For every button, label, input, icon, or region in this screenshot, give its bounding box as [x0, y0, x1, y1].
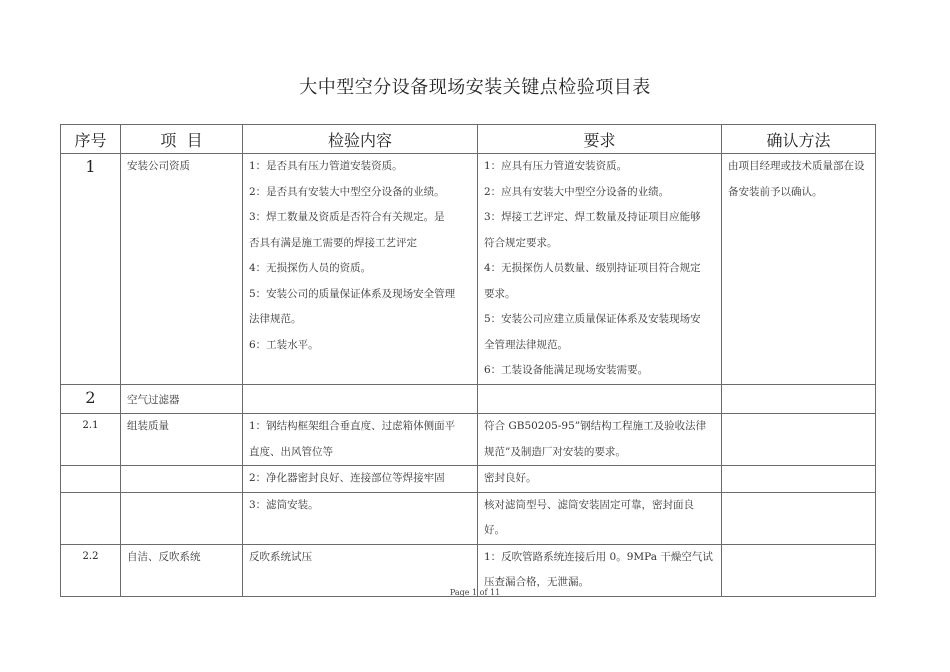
document-title: 大中型空分设备现场安装关键点检验项目表	[299, 77, 651, 98]
row-content: 2：净化器密封良好、连接部位等焊接牢固	[243, 466, 478, 493]
row-item: 安装公司资质	[121, 154, 243, 385]
row-number: 2.2	[61, 544, 121, 596]
row-method: 由项目经理或技术质量部在设 备安装前予以确认。	[722, 154, 876, 385]
table-row	[61, 154, 876, 385]
row-requirement: 1：应具有压力管道安装资质。 2：应具有安装大中型空分设备的业绩。 3：焊接工艺评定、焊工数量及持证项目应能够 符合规定要求。 4：无损探伤人员数量、级别持证项目符合规定 要求。 5：安装公司应建立质量保证体系及安装现场安 全管理法律规范。 6：工装设备能满足现场安装需要。	[478, 154, 722, 385]
table-row	[61, 384, 876, 414]
row-requirement: 密封良好。	[478, 466, 722, 493]
row-requirement: 符合 GB50205-95”钢结构工程施工及验收法律 规范”及制造厂对安装的要求。	[478, 414, 722, 466]
header-method: 确认方法	[722, 125, 876, 154]
header-requirement: 要求	[478, 125, 722, 154]
header-content: 检验内容	[243, 125, 478, 154]
table-row	[61, 492, 876, 544]
table-row	[61, 466, 876, 493]
row-content: 1：钢结构框架组合垂直度、过虑箱体侧面平 直度、出风管位等	[243, 414, 478, 466]
table-header-row	[61, 125, 876, 154]
row-item: 组装质量	[121, 414, 243, 466]
row-number: 2.1	[61, 414, 121, 466]
row-item: 自洁、反吹系统	[121, 544, 243, 596]
row-content: 3：滤筒安装。	[243, 492, 478, 544]
row-requirement: 1：反吹管路系统连接后用 0。9MPa 干燥空气试 压查漏合格，无泄漏。	[478, 544, 722, 596]
header-item: 项 目	[121, 125, 243, 154]
row-number: 1	[61, 154, 121, 385]
table-row	[61, 414, 876, 466]
page-footer: Page 1 of 11	[449, 588, 501, 597]
row-content: 反吹系统试压	[243, 544, 478, 596]
inspection-table	[60, 124, 876, 597]
row-requirement: 核对滤筒型号、滤筒安装固定可靠，密封面良 好。	[478, 492, 722, 544]
row-item: 空气过滤器	[121, 384, 243, 414]
header-no: 序号	[61, 125, 121, 154]
row-content: 1：是否具有压力管道安装资质。 2：是否具有安装大中型空分设备的业绩。 3：焊工数量及资质是否符合有关规定。是 否具有满是施工需要的焊接工艺评定 4：无损探伤人员的资质。 5：安装公司的质量保证体系及现场安全管理 法律规范。 6：工装水平。	[243, 154, 478, 385]
row-number: 2	[61, 384, 121, 414]
